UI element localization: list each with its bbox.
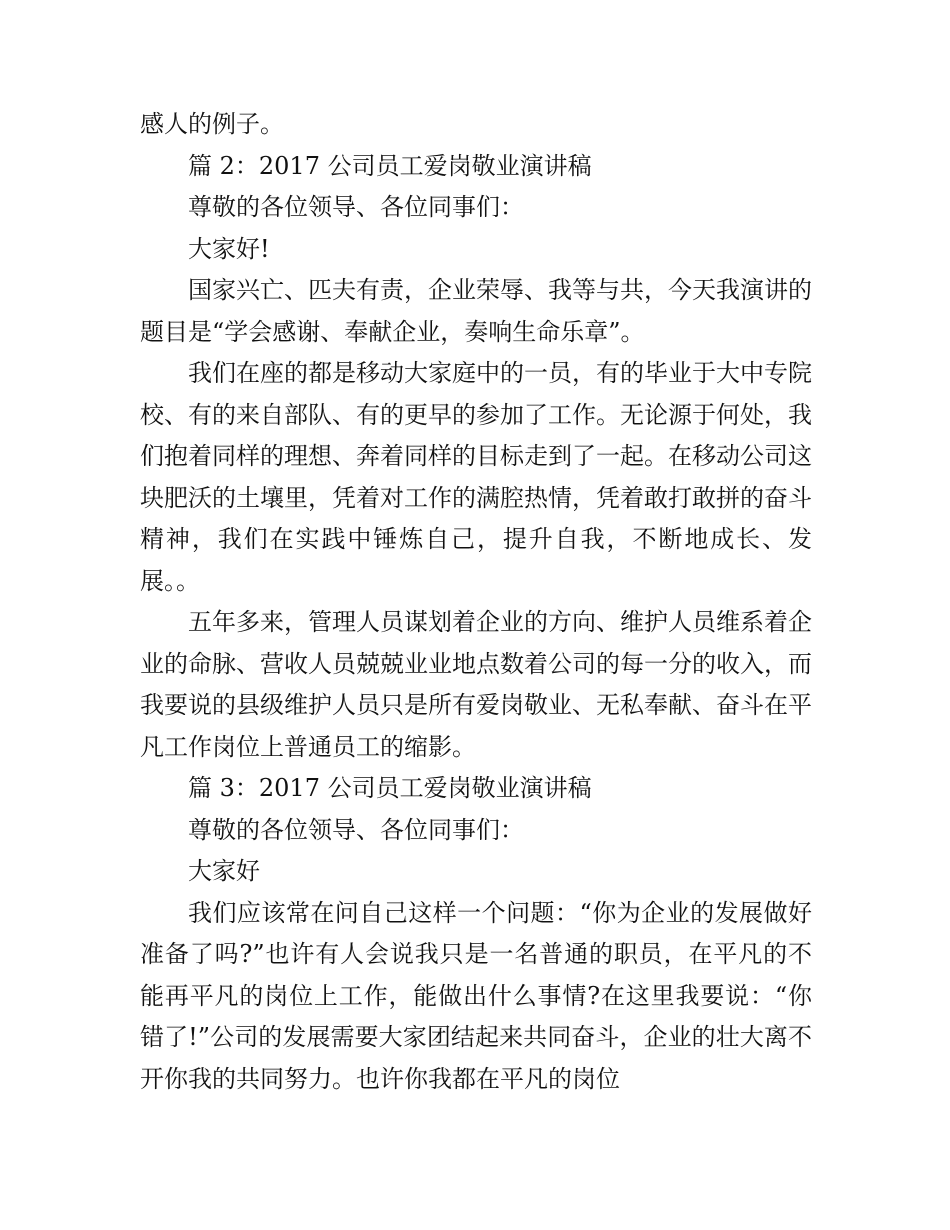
- section-heading-2: 篇 2：2017 公司员工爱岗敬业演讲稿: [188, 151, 592, 180]
- paragraph: 国家兴亡、匹夫有责，企业荣辱、我等与共，今天我演讲的题目是“学会感谢、奉献企业，奏响生命乐章”。: [140, 276, 812, 346]
- section-heading-3: 篇 3：2017 公司员工爱岗敬业演讲稿: [188, 774, 592, 802]
- document-page: [140, 104, 812, 1100]
- greeting: 大家好!: [188, 234, 270, 263]
- greeting: 大家好: [188, 857, 260, 885]
- paragraph-continuation: 感人的例子。: [140, 110, 284, 138]
- paragraph: 我们在座的都是移动大家庭中的一员，有的毕业于大中专院校、有的来自部队、有的更早的参加了工作。无论源于何处，我们抱着同样的理想、奔着同样的目标走到了一起。在移动公司这块肥沃的土壤里，凭着对工作的满腔热情，凭着敢打敢拼的奋斗精神，我们在实践中锤炼自己，提升自我，不断地成长、发展。。: [140, 359, 812, 595]
- salutation: 尊敬的各位领导、各位同事们：: [188, 815, 524, 844]
- paragraph: 五年多来，管理人员谋划着企业的方向、维护人员维系着企业的命脉、营收人员兢兢业业地点数着公司的每一分的收入，而我要说的县级维护人员只是所有爱岗敬业、无私奉献、奋斗在平凡工作岗位上普通员工的缩影。: [140, 608, 812, 761]
- salutation: 尊敬的各位领导、各位同事们：: [188, 193, 524, 221]
- paragraph: 我们应该常在问自己这样一个问题：“你为企业的发展做好准备了吗?”也许有人会说我只是一名普通的职员，在平凡的不能再平凡的岗位上工作，能做出什么事情?在这里我要说：“你错了!”公司的发展需要大家团结起来共同奋斗，企业的壮大离不开你我的共同努力。也许你我都在平凡的岗位: [140, 898, 812, 1093]
